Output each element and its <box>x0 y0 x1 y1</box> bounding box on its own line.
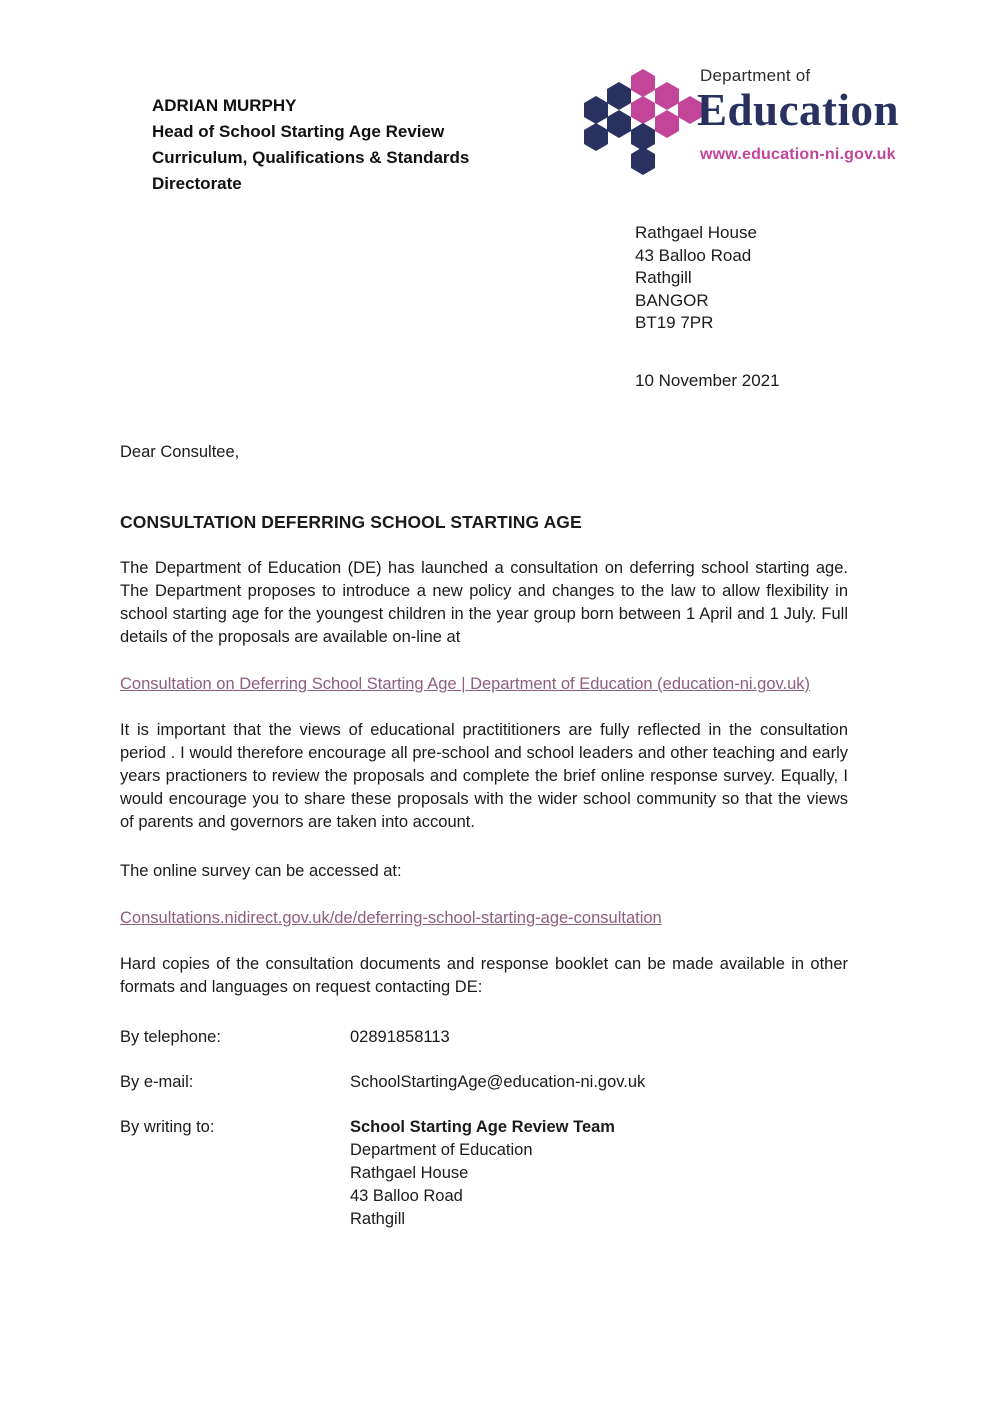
survey-link-block <box>120 907 848 930</box>
writing-address-line: Rathgill <box>350 1210 406 1228</box>
letter-body <box>120 441 848 1231</box>
sender-role-line: Directorate <box>152 174 242 193</box>
consultation-link-block <box>120 673 848 696</box>
consultation-link[interactable]: Consultation on Deferring School Starting Age | Department of Education (education-ni.gov.uk) <box>120 675 811 693</box>
address-line: BT19 7PR <box>635 313 714 332</box>
contact-row-email <box>120 1071 848 1094</box>
paragraph: The Department of Education (DE) has launched a consultation on deferring school starting age. The Department proposes to introduce a new policy and changes to the law to allow flexibility in school starting age for the youngest children in the year group born between 1 April and 1 July. Full details of the proposals are available on-line at <box>120 559 848 646</box>
contact-label: By writing to: <box>120 1118 215 1136</box>
hexagon-icon <box>584 96 608 124</box>
hexagon-icon <box>607 110 631 138</box>
office-address-block <box>635 222 757 335</box>
contact-row-telephone <box>120 1026 848 1049</box>
contact-row-writing <box>120 1116 848 1231</box>
contact-label: By e-mail: <box>120 1073 194 1091</box>
salutation: Dear Consultee, <box>120 443 240 461</box>
contact-value: 02891858113 <box>350 1028 450 1046</box>
survey-link[interactable]: Consultations.nidirect.gov.uk/de/deferring-school-starting-age-consultation <box>120 909 662 927</box>
hexagon-icon <box>631 147 655 175</box>
paragraph: It is important that the views of educational practititioners are fully reflected in the consultation period . I would therefore encourage all pre-school and school leaders and other teaching and early years practioners to review the proposals and complete the brief online response survey. Equally, I would encourage you to share these proposals with the wider school community so that the views of parents and governors are taken into account. <box>120 721 848 831</box>
contact-label: By telephone: <box>120 1028 221 1046</box>
contact-details <box>120 1026 848 1231</box>
hexagon-icon <box>655 82 679 110</box>
sender-role-line: Head of School Starting Age Review <box>152 122 445 141</box>
hexagon-icon <box>631 123 655 151</box>
ni-hexagon-logo-icon <box>584 68 704 176</box>
survey-intro-line: The online survey can be accessed at: <box>120 862 402 880</box>
hexagon-icon <box>607 82 631 110</box>
department-of-education-logo <box>584 64 914 176</box>
contact-value <box>350 1116 848 1231</box>
address-line: Rathgill <box>635 268 692 287</box>
letter-date: 10 November 2021 <box>635 371 780 390</box>
writing-address-line: Rathgael House <box>350 1164 469 1182</box>
writing-address-line: 43 Balloo Road <box>350 1187 463 1205</box>
address-line: BANGOR <box>635 290 709 310</box>
address-line: Rathgael House <box>635 223 757 242</box>
writing-address-line: Department of Education <box>350 1141 533 1159</box>
logo-education-wordmark: Education <box>697 85 900 135</box>
logo-website-url: www.education-ni.gov.uk <box>700 146 896 163</box>
paragraph: Hard copies of the consultation documents and response booklet can be made available in other formats and languages on request contacting DE: <box>120 955 848 996</box>
hexagon-icon <box>655 110 679 138</box>
address-line: 43 Balloo Road <box>635 245 752 265</box>
logo-department-of-text: Department of <box>700 66 811 85</box>
sender-block <box>152 93 469 197</box>
hexagon-icon <box>631 96 655 124</box>
writing-team-name: School Starting Age Review Team <box>350 1118 615 1136</box>
sender-role-line: Curriculum, Qualifications & Standards <box>152 148 470 167</box>
sender-name: ADRIAN MURPHY <box>152 96 297 115</box>
letter-heading: CONSULTATION DEFERRING SCHOOL STARTING AGE <box>120 512 582 532</box>
hexagon-icon <box>584 123 608 151</box>
hexagon-icon <box>631 69 655 97</box>
contact-value: SchoolStartingAge@education-ni.gov.uk <box>350 1073 646 1091</box>
